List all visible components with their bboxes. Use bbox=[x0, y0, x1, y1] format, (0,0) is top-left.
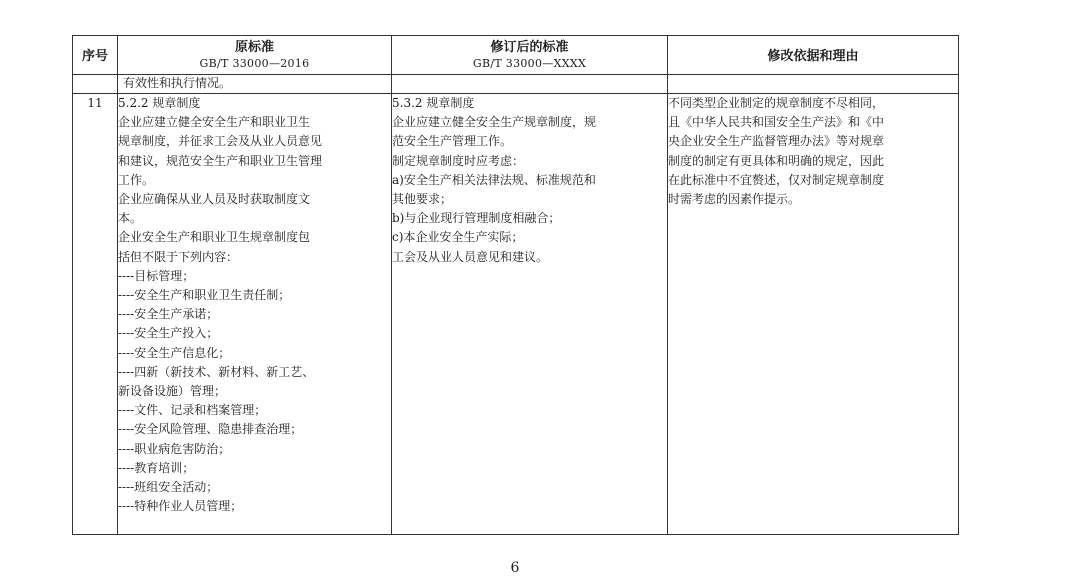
original-text-line: 企业应确保从业人员及时获取制度文 bbox=[118, 192, 311, 207]
revised-text-line: a)安全生产相关法律法规、标准规范和 bbox=[392, 172, 596, 187]
original-text-line: ----目标管理； bbox=[118, 268, 195, 283]
original-text-line: ----文件、记录和档案管理； bbox=[118, 403, 267, 418]
continuation-revised-cell bbox=[392, 75, 668, 94]
original-text-line: ----安全生产投入； bbox=[118, 326, 219, 341]
original-text-line: 企业安全生产和职业卫生规章制度包 bbox=[118, 230, 311, 245]
continuation-text: 有效性和执行情况。 bbox=[123, 76, 232, 90]
original-text-line: 工作。 bbox=[118, 172, 155, 187]
continuation-no-cell bbox=[73, 75, 118, 94]
table-row bbox=[73, 94, 959, 535]
basis-text-line: 央企业安全生产监督管理办法》等对规章 bbox=[668, 134, 885, 149]
original-standard-cell bbox=[118, 94, 392, 535]
original-text-line: 和建议，规范安全生产和职业卫生管理 bbox=[118, 153, 323, 168]
original-text-line: 5.2.2 规章制度 bbox=[118, 96, 201, 110]
header-revised-code: GB/T 33000—XXXX bbox=[472, 57, 587, 70]
original-text-line: 新设备设施）管理； bbox=[118, 384, 227, 399]
row-number: 11 bbox=[73, 94, 118, 535]
basis-text-line: 且《中华人民共和国安全生产法》和《中 bbox=[668, 115, 885, 130]
original-text-line: ----安全生产信息化； bbox=[118, 345, 231, 360]
continuation-original-cell bbox=[118, 75, 392, 94]
revised-text-line: 5.3.2 规章制度 bbox=[392, 96, 475, 110]
original-text-line: 括但不限于下列内容： bbox=[118, 249, 239, 264]
header-revised-standard bbox=[392, 36, 668, 75]
basis-text-line: 在此标准中不宜赘述，仅对制定规章制度 bbox=[668, 172, 885, 187]
basis-text-line: 时需考虑的因素作提示。 bbox=[668, 192, 801, 207]
original-text-line: ----安全生产和职业卫生责任制； bbox=[118, 288, 291, 303]
revised-standard-cell bbox=[392, 94, 668, 535]
basis-cell bbox=[668, 94, 959, 535]
header-serial-number: 序号 bbox=[73, 36, 118, 75]
table-header-row bbox=[73, 36, 959, 75]
revised-text-line: 企业应建立健全安全生产规章制度，规 bbox=[392, 115, 597, 130]
original-text bbox=[118, 94, 391, 516]
original-text-line: ----安全生产承诺； bbox=[118, 307, 219, 322]
continuation-basis-cell bbox=[668, 75, 959, 94]
revised-text-line: 其他要求； bbox=[392, 192, 453, 207]
original-text-line: ----特种作业人员管理； bbox=[118, 499, 243, 514]
basis-text bbox=[668, 94, 958, 209]
header-original-standard bbox=[118, 36, 392, 75]
basis-text-line: 制度的制定有更具体和明确的规定，因此 bbox=[668, 153, 885, 168]
original-text-line: ----四新（新技术、新材料、新工艺、 bbox=[118, 364, 315, 379]
page-number: 6 bbox=[510, 560, 520, 576]
header-basis: 修改依据和理由 bbox=[668, 36, 959, 75]
comparison-table bbox=[72, 35, 959, 535]
header-revised-title: 修订后的标准 bbox=[490, 40, 569, 55]
original-text-line: ----教育培训； bbox=[118, 460, 195, 475]
header-original-title: 原标准 bbox=[234, 40, 274, 55]
basis-text-line: 不同类型企业制定的规章制度不尽相同， bbox=[668, 96, 885, 110]
original-text-line: ----班组安全活动； bbox=[118, 480, 219, 495]
original-text-line: ----职业病危害防治； bbox=[118, 441, 231, 456]
original-text-line: 企业应建立健全安全生产和职业卫生 bbox=[118, 115, 311, 130]
original-text-line: ----安全风险管理、隐患排查治理； bbox=[118, 422, 303, 437]
original-text-line: 本。 bbox=[118, 211, 143, 226]
original-text-line: 规章制度，并征求工会及从业人员意见 bbox=[118, 134, 323, 149]
revised-text-line: c)本企业安全生产实际； bbox=[392, 230, 524, 245]
continuation-row bbox=[73, 75, 959, 94]
revised-text bbox=[392, 94, 667, 267]
header-original-code: GB/T 33000—2016 bbox=[199, 57, 310, 70]
revised-text-line: 范安全生产管理工作。 bbox=[392, 134, 513, 149]
revised-text-line: b)与企业现行管理制度相融合； bbox=[392, 211, 561, 226]
revised-text-line: 工会及从业人员意见和建议。 bbox=[392, 249, 549, 264]
revised-text-line: 制定规章制度时应考虑： bbox=[392, 153, 525, 168]
